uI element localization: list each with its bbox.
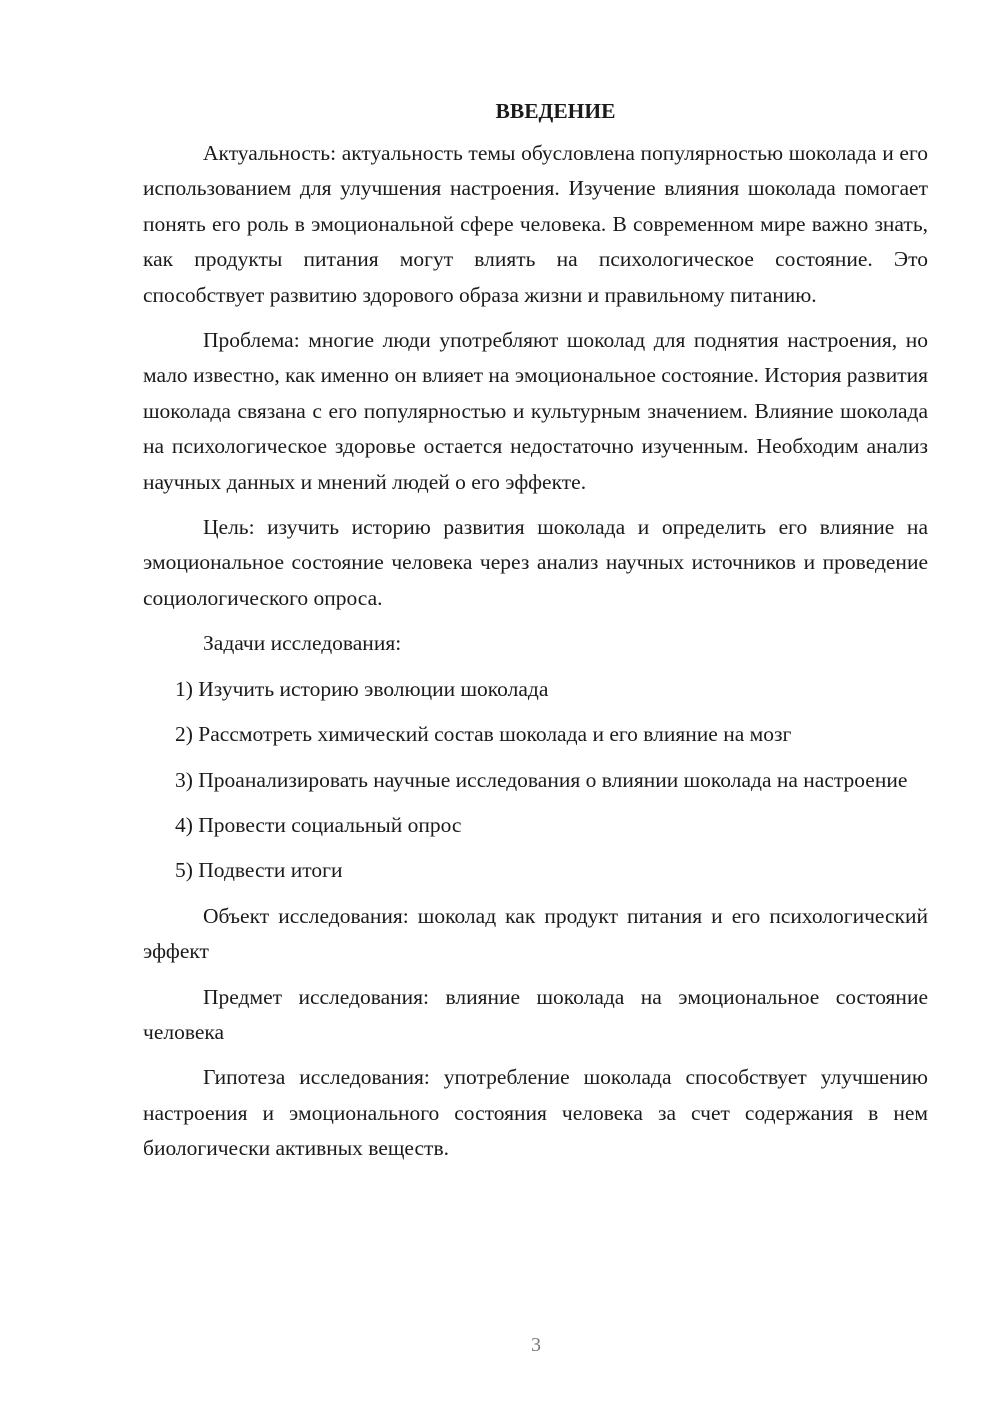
problem-paragraph: Проблема: многие люди употребляют шоколад для поднятия настроения, но мало известно, как именно он влияет на эмоциональное состояние. История развития шоколада связана с его популярностью и культурным значением. Влияние шоколада на психологическое здоровье остается недостаточно изученным. Необходим анализ научных данных и мнений людей о его эффекте. bbox=[143, 328, 928, 494]
page-content bbox=[143, 96, 928, 1177]
task-item: 1) Изучить историю эволюции шоколада bbox=[175, 676, 549, 701]
task-item: 5) Подвести итоги bbox=[175, 858, 343, 883]
page-title: ВВЕДЕНИЕ bbox=[495, 99, 616, 123]
relevance-paragraph: Актуальность: актуальность темы обусловлена популярностью шоколада и его использованием для улучшения настроения. Изучение влияния шоколада помогает понять его роль в эмоциональной сфере человека. В современном мире важно знать, как продукты питания могут влиять на психологическое состояние. Это способствует развитию здорового образа жизни и правильному питанию. bbox=[143, 141, 928, 307]
task-item: 3) Проанализировать научные исследования о влиянии шоколада на настроение bbox=[175, 767, 908, 792]
goal-paragraph: Цель: изучить историю развития шоколада и определить его влияние на эмоциональное состояние человека через анализ научных источников и проведение социологического опроса. bbox=[143, 515, 928, 610]
task-item: 4) Провести социальный опрос bbox=[175, 812, 462, 837]
object-paragraph: Объект исследования: шоколад как продукт питания и его психологический эффект bbox=[143, 903, 928, 964]
hypothesis-paragraph: Гипотеза исследования: употребление шоколада способствует улучшению настроения и эмоционального состояния человека за счет содержания в нем биологически активных веществ. bbox=[143, 1065, 928, 1161]
task-item: 2) Рассмотреть химический состав шоколада и его влияние на мозг bbox=[175, 722, 792, 747]
tasks-heading: Задачи исследования: bbox=[203, 631, 402, 656]
subject-paragraph: Предмет исследования: влияние шоколада на эмоциональное состояние человека bbox=[143, 984, 928, 1044]
page-number: 3 bbox=[531, 1334, 541, 1356]
